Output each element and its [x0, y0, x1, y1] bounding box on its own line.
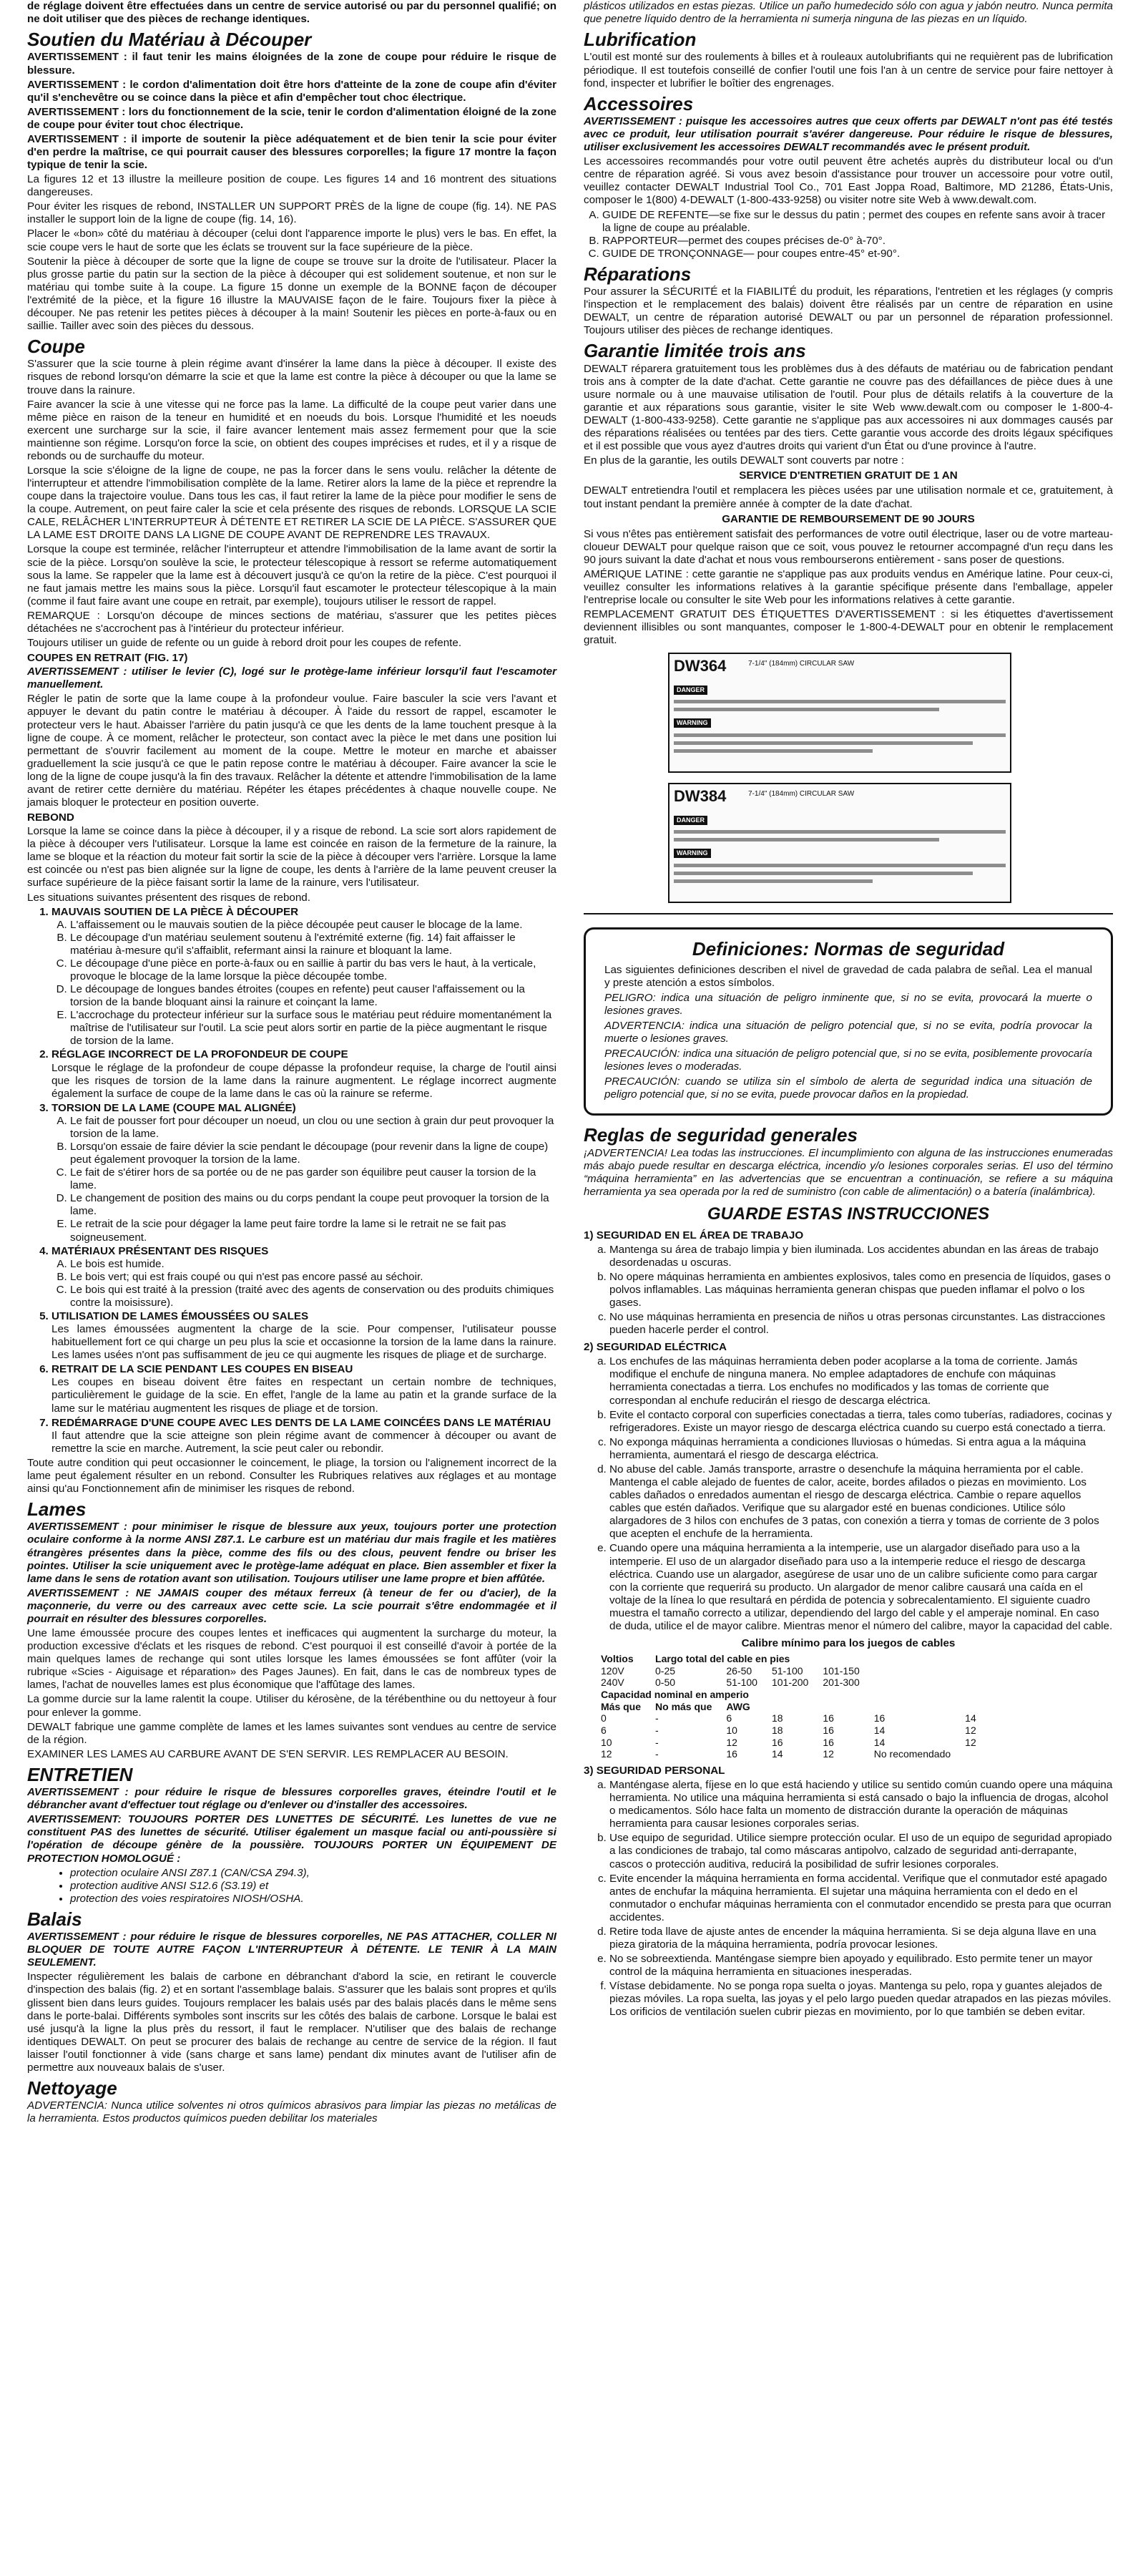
paragraph: Toute autre condition qui peut occasionner le coincement, le pliage, la torsion ou l'alignement incorrect de la lame peut également résulter en un rebond. Consulter les Rubriques relatives aux réglages et au montage ainsi qu'au Fonctionnement afin de minimiser les risques de rebond.	[27, 1456, 556, 1496]
protection-list	[27, 1867, 556, 1906]
table-cell: 101-200	[771, 1677, 809, 1689]
table-cell: 240V	[601, 1677, 624, 1689]
table-cell: 16	[726, 1748, 737, 1760]
kickback-item-text: Il faut attendre que la scie atteigne son plein régime avant de commencer à découper ou avant de remettre la scie en marche. Autrement, la scie peut caler ou rebondir.	[52, 1429, 556, 1455]
kickback-sublist	[52, 1115, 556, 1244]
kickback-item-title: TORSION DE LA LAME (COUPE MAL ALIGNÉE)	[52, 1101, 296, 1114]
list-item: a. Manténgase alerta, fíjese en lo que está haciendo y utilice su sentido común cuando opere una máquina herramienta. No utilice una máquina herramienta si está cansado o bajo la influencia de drogas, alcohol o medicamentos. Sólo hace falta un momento de distracción durante la operación de máquinas herramienta para causar lesiones corporales serias.	[609, 1779, 1113, 1830]
kickback-item-text: Lorsque le réglage de la profondeur de coupe dépasse la profondeur requise, la charge de l'outil ainsi que les risques de torsion de la lame dans la rainure augmentent. Le réglage incorrect augmente également la surface de coupe de la lame dans le cas où la rainure se referme.	[52, 1061, 556, 1100]
list-item: C. GUIDE DE TRONÇONNAGE— pour coupes entre-45° et-90°.	[602, 248, 1113, 260]
list-item: c. Evite encender la máquina herramienta en forma accidental. Verifique que el conmutador esté apagado antes de enchufar la máquina herramienta. El sujetar una máquina herramienta con el dedo en el conmutador o enchufar máquinas herramienta con el conmutador encendido se presta para que ocurran accidentes.	[609, 1873, 1113, 1924]
table-cell: 51-100	[771, 1664, 803, 1677]
list-item: C. Le découpage d'une pièce en porte-à-faux ou en saillie à partir du bas vers le haut, à la verticale, provoque le blocage de la lame lorsque la pièce découpée tombe.	[70, 957, 556, 983]
warning-paragraph: AVERTISSEMENT : NE JAMAIS couper des métaux ferreux (à teneur de fer ou d'acier), de la maçonnerie, du verre ou des carreaux avec cette scie. La scie pourrait s'être endommagée et il pourrait en résulter des blessures corporelles.	[27, 1586, 556, 1625]
table-cell: 10	[726, 1724, 737, 1736]
kickback-item-title: MATÉRIAUX PRÉSENTANT DES RISQUES	[52, 1244, 269, 1257]
table-row	[598, 1677, 988, 1689]
label-tag: DANGER	[674, 816, 707, 825]
paragraph: DEWALT réparera gratuitement tous les problèmes dus à des défauts de matériau ou de fabrication pendant trois ans à compter de la date d'achat. Cette garantie ne couvre pas des défaillances de pièce dues à une usure normale ou à une mauvaise utilisation de l'outil. Pour plus de détails relatifs à la couverture de la garantie et aux réparations sous garantie, visiter le site Web www.dewalt.com ou composer le 1-800-4-DEWALT (1-800-433-9258). Cette garantie ne s'applique pas aux accessoires ni aux dommages causés par des réparations réalisées ou tentées par des tiers. Cette garantie vous accorde des droits légaux spécifiques et il est possible que vous ayez d'autres droits qui varient d'un État ou d'une province à l'autre.	[584, 362, 1113, 453]
table-header: Voltios	[601, 1653, 634, 1665]
paragraph: EXAMINER LES LAMES AU CARBURE AVANT DE S'EN SERVIR. LES REMPLACER AU BESOIN.	[27, 1747, 509, 1760]
list-item: e. Cuando opere una máquina herramienta a la intemperie, use un alargador diseñado para uso a la intemperie. El uso de un alargador diseñado para uso a la intemperie reduce el riesgo de descarga eléctrica. Cuando use un alargador, asegúrese de usar uno de un calibre suficiente como para cargar con la corriente que requerirá su producto. Un alargador de menor calibre causará una caída en el voltaje de la línea lo que resultará en pérdida de potencia y sobrecalentamiento. El siguiente cuadro muestra el tamaño correcto a utilizar, dependiendo del largo del cable y el amperaje nominal. En caso de duda, utilice el de mayor calibre. Mientras menor el número del calibre, mayor la capacidad del cable.	[609, 1542, 1113, 1633]
paragraph: REMARQUE : Lorsqu'on découpe de minces sections de matériau, s'assurer que les petites pièces détachées ne s'accrochent pas à l'intérieur du protecteur inférieur.	[27, 609, 556, 635]
section-title-coupe: Coupe	[27, 336, 85, 358]
table-cell: -	[655, 1724, 659, 1736]
paragraph: Une lame émoussée procure des coupes lentes et inefficaces qui augmentent la surcharge du moteur, la production excessive d'éclats et les risques de rebond. C'est pourquoi il est conseillé d'avoir à portée de la main quelques lames de rechange qui sont utiles lorsque les lames émoussées se font affûter (voir la rubrique «Scies - Aiguisage et réparation» des Pages Jaunes). En fait, dans le cas de nombreux types de lames, l'achat de nouvelles lames est plus économique que l'affûtage des lames.	[27, 1627, 556, 1692]
right-column	[584, 0, 1113, 2020]
warning-paragraph: ADVERTENCIA: Nunca utilice solventes ni otros químicos abrasivos para limpiar las piezas no metálicas de la herramienta. Estos productos químicos pueden debilitar los materiales	[27, 2099, 556, 2125]
table-cell: 16	[823, 1712, 834, 1724]
table-cell: 14	[873, 1724, 886, 1736]
table-cell: 12	[726, 1736, 737, 1748]
table-cell: 18	[771, 1712, 783, 1724]
section-title-lames: Lames	[27, 1498, 87, 1521]
paragraph: Lorsque la lame se coince dans la pièce à découper, il y a risque de rebond. La scie sort alors rapidement de la pièce à découper vers l'utilisateur. Lorsque la lame est coincée en raison de la fermeture de la rainure, la lame se bloque et la réaction du moteur fait sortir la scie de la pièce à découper vers l'arrière. Lorsque la lame est coincée ou n'est pas bien alignée sur la ligne de coupe, les dents à l'arrière de la lame peuvent creuser la surface supérieure de la pièce faisant sortir la lame de la rainure, vers l'utilisateur.	[27, 825, 556, 889]
table-cell: 16	[823, 1736, 834, 1748]
table-cell: 0-25	[655, 1664, 676, 1677]
kickback-item	[52, 1363, 556, 1415]
paragraph: Les accessoires recommandés pour votre outil peuvent être achetés auprès du distributeur local ou d'un centre de réparation agréé. Si vous avez besoin d'assistance pour trouver un accessoire pour votre outil, veuillez contacter DEWALT Industrial Tool Co., 701 East Joppa Road, Baltimore, MD 21286, États-Unis, composer le 1(800) 4-DEWALT (1-800-433-9258) ou visiter notre site Web à www.dewalt.com.	[584, 155, 1113, 207]
table-cell: 0	[601, 1712, 607, 1724]
paragraph: Soutenir la pièce à découper de sorte que la ligne de coupe se trouve sur la droite de l'utilisateur. Placer la plus grosse partie du patin sur la section de la pièce à découper qui est solidement soutenue, et non sur le matériau qui tombe suite à la coupe. La figure 15 donne un exemple de la BONNE façon de découper l'extrémité de la pièce, et la figure 16 illustre la MAUVAISE façon de le faire. Toujours fixer la pièce à découper. Ne pas retenir les petites pièces à découper à la main! Soutenir les pièces en porte-à-faux ou en saillie. Tailler avec soin des pièces du dessous.	[27, 255, 556, 333]
keep-instructions-title: GUARDE ESTAS INSTRUCCIONES	[707, 1204, 990, 1224]
label-subtitle: 7-1/4" (184mm) CIRCULAR SAW	[748, 790, 855, 799]
section-title-accessoires: Accessoires	[584, 92, 694, 114]
table-header: Capacidad nominal en amperio	[601, 1689, 749, 1701]
section-heading: 3) SEGURIDAD PERSONAL	[584, 1764, 725, 1777]
section-title-reglas: Reglas de seguridad generales	[584, 1124, 858, 1146]
paragraph: REMPLACEMENT GRATUIT DES ÉTIQUETTES D'AVERTISSEMENT : si les étiquettes d'avertissement deviennent illisibles ou sont manquantes, composer le 1-800-4-DEWALT pour en obtenir le remplacement gratuit.	[584, 608, 1113, 647]
table-cell: 16	[873, 1712, 886, 1724]
list-item: A. L'affaissement ou le mauvais soutien de la pièce découpée peut causer le blocage de la lame.	[70, 919, 556, 932]
table-cell: -	[655, 1748, 659, 1760]
table-row	[598, 1665, 988, 1677]
warning-paragraph: AVERTISSEMENT : il importe de soutenir la pièce adéquatement et de bien tenir la scie pour éviter d'en perdre la maîtrise, ce qui pourrait causer des blessures corporelles; la figure 17 montre la façon typique de tenir la scie.	[27, 132, 556, 172]
paragraph: Las siguientes definiciones describen el nivel de gravedad de cada palabra de señal. Lea el manual y preste atención a estos símbolos.	[604, 963, 1092, 989]
section-heading: 2) SEGURIDAD ELÉCTRICA	[584, 1341, 727, 1354]
table-cell: 16	[771, 1736, 783, 1748]
list-item: C. Le fait de s'étirer hors de sa portée ou de ne pas garder son équilibre peut causer la torsion de la lame.	[70, 1166, 556, 1192]
accessory-list	[584, 209, 1113, 260]
kickback-item	[52, 1417, 556, 1455]
paragraph: Lorsque la scie s'éloigne de la ligne de coupe, ne pas la forcer dans le sens voulu. relâcher la détente de l'interrupteur et attendre l'immobilisation complète de la lame. Retirer alors la lame de la pièce et reprendre la coupe dans la trajectoire voulue. Dans tous les cas, il faut retirer la lame de la pièce pour modifier le sens de la coupe. Autrement, on peut faire caler la scie et cela présente des risques de rebonds. LORSQUE LA SCIE CALE, RELÂCHER L'INTERRUPTEUR À DÉTENTE ET RETIRER LA SCIE DE LA PIÈCE. S'ASSURER QUE LA LAME EST DROITE DANS LA LIGNE DE COUPE AVANT DE REPRENDRE LES TRAVAUX.	[27, 464, 556, 542]
kickback-item	[52, 1310, 556, 1362]
kickback-list	[27, 906, 556, 1455]
paragraph: DEWALT entretiendra l'outil et remplacera les pièces usées par une utilisation normale et ce, gratuitement, à tout instant pendant la première année à compter de la date d'achat.	[584, 484, 1113, 510]
list-item: d. Retire toda llave de ajuste antes de encender la máquina herramienta. Si se deja alguna llave en una pieza giratoria de la máquina herramienta, podría provocar lesiones.	[609, 1926, 1113, 1951]
table-row	[598, 1712, 988, 1724]
definitions-box	[584, 927, 1113, 1116]
list-item: b. Evite el contacto corporal con superficies conectadas a tierra, tales como tuberías, radiadores, cocinas y refrigeradores. Existe un mayor riesgo de descarga eléctrica cuando su cuerpo está conectado a tierra.	[609, 1409, 1113, 1435]
table-cell: 101-150	[823, 1664, 860, 1677]
service-title: SERVICE D'ENTRETIEN GRATUIT DE 1 AN	[739, 469, 958, 482]
table-header: Más que	[601, 1700, 642, 1712]
kickback-item-title: MAUVAIS SOUTIEN DE LA PIÈCE À DÉCOUPER	[52, 905, 299, 918]
list-item: a. Los enchufes de las máquinas herramienta deben poder acoplarse a la toma de corriente. Jamás modifique el enchufe de ninguna manera. No emplee adaptadores de enchufe con máquinas herramienta conectadas a tierra. Los enchufes no modificados y las tomas de corriente que correspondan al enchufe reducirán el riesgo de descarga eléctrica.	[609, 1355, 1113, 1407]
kickback-item-title: UTILISATION DE LAMES ÉMOUSSÉES OU SALES	[52, 1310, 309, 1323]
list-item: A. GUIDE DE REFENTE—se fixe sur le dessus du patin ; permet des coupes en refente sans avoir à tracer la ligne de coupe au préalable.	[602, 209, 1113, 235]
table-cell: 12	[965, 1724, 976, 1736]
section-title-soutien: Soutien du Matériau à Découper	[27, 29, 312, 51]
cable-table	[598, 1653, 988, 1760]
label-tag: WARNING	[674, 718, 711, 728]
table-cell: 201-300	[823, 1677, 860, 1689]
warning-paragraph: ¡ADVERTENCIA! Lea todas las instrucciones. El incumplimiento con alguna de las instrucciones enumeradas más abajo puede resultar en descarga eléctrica, incendio y/o lesiones corporales serias. El uso del término “máquina herramienta” en las advertencias que se encuentran a continuación, se refiere a su máquina herramienta ya sea operada por la red de suministro (con cable de alimentación) o a batería (inalámbrica).	[584, 1146, 1113, 1198]
table-cell: No recomendado	[873, 1748, 951, 1760]
paragraph: La figures 12 et 13 illustre la meilleure position de coupe. Les figures 14 and 16 montrent des situations dangereuses.	[27, 173, 556, 199]
warning-paragraph: AVERTISSEMENT : il faut tenir les mains éloignées de la zone de coupe pour réduire le risque de blessure.	[27, 51, 556, 77]
paragraph: La gomme durcie sur la lame ralentit la coupe. Utiliser du kérosène, de la térébenthine ou du nettoyeur à four pour enlever la gomme.	[27, 1693, 556, 1719]
list-item: • protection des voies respiratoires NIOSH/OSHA.	[70, 1893, 556, 1906]
table-cell: -	[655, 1712, 659, 1724]
definitions-title: Definiciones: Normas de seguridad	[692, 938, 1005, 960]
warning-paragraph: AVERTISSEMENT : pour réduire le risque de blessures corporelles graves, éteindre l'outil et le débrancher avant d'effectuer tout réglage ou d'enlever ou d'installer des accessoires.	[27, 1786, 556, 1812]
warning-paragraph: AVERTISSEMENT: TOUJOURS PORTER DES LUNETTES DE SÉCURITÉ. Les lunettes de vue ne constituent PAS des lunettes de sécurité. Utiliser également un masque facial ou anti-poussière si l'opération de découpe génère de la poussière. TOUJOURS PORTER UN ÉQUIPEMENT DE PROTECTION HOMOLOGUÉ :	[27, 1813, 556, 1865]
table-row	[598, 1748, 988, 1760]
kickback-item-title: REDÉMARRAGE D'UNE COUPE AVEC LES DENTS DE LA LAME COINCÉES DANS LE MATÉRIAU	[52, 1416, 551, 1429]
paragraph: S'assurer que la scie tourne à plein régime avant d'insérer la lame dans la pièce à découper. Il existe des risques de rebond lorsqu'on démarre la scie et que la lame est contre la pièce à découper ou que la lame se trouve dans la rainure.	[27, 358, 556, 396]
warning-paragraph: AVERTISSEMENT : puisque les accessoires autres que ceux offerts par DEWALT n'ont pas été testés avec ce produit, leur utilisation pourrait s'avérer dangereuse. Pour réduire le risque de blessures, utiliser exclusivement les accessoires DEWALT recommandés avec le présent produit.	[584, 114, 1113, 154]
warning-paragraph: AVERTISSEMENT : pour minimiser le risque de blessure aux yeux, toujours porter une protection oculaire conforme à la norme ANSI Z87.1. Le carbure est un matériau dur mais fragile et les matières étrangères présentes dans la pièce, comme des fils ou des clous, peuvent fendre ou briser les pointes. Utiliser la scie uniquement avec le protège-lame adéquat en place. Bien assembler et fixer la lame dans le sens de rotation avant son utilisation. Toujours utiliser une lame propre et bien affûtée.	[27, 1521, 556, 1585]
paragraph: DEWALT fabrique une gamme complète de lames et les lames suivantes sont vendues au centre de service de la région.	[27, 1720, 556, 1746]
section-title-lubrification: Lubrification	[584, 29, 697, 51]
kickback-item	[52, 906, 556, 1048]
list-item: D. Le découpage de longues bandes étroites (coupes en refente) peut causer l'affaissement ou la torsion de la bande bloquant ainsi la rainure et coinçant la lame.	[70, 983, 556, 1009]
table-cell: 18	[771, 1724, 783, 1736]
subsection-title-rebond: REBOND	[27, 811, 74, 824]
section-title-balais: Balais	[27, 1908, 82, 1930]
warning-paragraph: AVERTISSEMENT : pour réduire le risque de blessures corporelles, NE PAS ATTACHER, COLLER NI BLOQUER DE TOUTE AUTRE FAÇON L'INTERRUPTEUR À DÉTENTE. LE TENIR À LA MAIN SEULEMENT.	[27, 1931, 556, 1969]
table-cell: 6	[726, 1712, 732, 1724]
kickback-sublist	[52, 919, 556, 1048]
paragraph: Faire avancer la scie à une vitesse qui ne force pas la lame. La difficulté de la coupe peut varier dans une même pièce en raison de la teneur en humidité et en noeuds du bois. Lorsque l'humidité et les noeuds exercent une surcharge sur la scie, il faire avancer lentement mais assez fermement pour que la scie maintienne son régime. Lorsqu'on force la scie, on obtient des coupes imprécises et rudes, et il y a risque de rebonds ou de surchauffe du moteur.	[27, 398, 556, 462]
list-item: B. Lorsqu'on essaie de faire dévier la scie pendant le découpage (pour revenir dans la ligne de coupe) peut également provoquer la torsion de la lame.	[70, 1141, 556, 1166]
section-title-garantie: Garantie limitée trois ans	[584, 340, 806, 362]
table-header: Largo total del cable en pies	[655, 1653, 790, 1665]
definition-precaucion-2: PRECAUCIÓN: cuando se utiliza sin el símbolo de alerta de seguridad indica una situación de peligro potencial que, si no se evita, puede provocar daños en la propiedad.	[604, 1075, 1092, 1101]
list-item: b. No opere máquinas herramienta en ambientes explosivos, tales como en presencia de líquidos, gases o polvos inflamables. Las máquinas herramienta generan chispas que pueden inflamar el polvo o los gases.	[609, 1271, 1113, 1309]
kickback-item-text: Les coupes en biseau doivent être faites en respectant un certain nombre de techniques, particulièrement le guidage de la scie. En effet, l'angle de la lame au patin et la grande surface de la lame sur le matériau augmentent les risques de pliage et de torsion.	[52, 1376, 556, 1415]
section-heading: 1) SEGURIDAD EN EL ÁREA DE TRABAJO	[584, 1229, 804, 1241]
paragraph: Placer le «bon» côté du matériau à découper (celui dont l'apparence importe le plus) vers le bas. En effet, la scie coupe vers le haut de sorte que les éclats se trouvent sur la face supérieure de la pièce.	[27, 228, 556, 253]
paragraph: Toujours utiliser un guide de refente ou un guide à rebord droit pour les coupes de refente.	[27, 637, 462, 650]
table-header: AWG	[726, 1700, 750, 1712]
section-title-entretien: ENTRETIEN	[27, 1763, 133, 1785]
paragraph: Régler le patin de sorte que la lame coupe à la profondeur voulue. Faire basculer la scie vers l'avant et appuyer le devant du patin contre le matériau à découper. À l'aide du ressort de rappel, escamoter le protecteur vers le haut. Abaisser l'arrière du patin jusqu'à ce que les dents de la lame touchent presque à la ligne de coupe. À ce moment, relâcher le protecteur, son contact avec la pièce le met dans une position lui permettant de s'ouvrir facilement au moment de la coupe. Mettre le moteur en marche et abaisser graduellement la scie jusqu'à ce que le patin repose contre le matériau à découper. Faire avancer la scie le long de la ligne de coupe jusqu'à la fin des travaux. Relâcher la détente et attendre l'immobilisation de la lame avant de retirer cette dernière du matériau. Répéter les étapes précédentes à chaque nouvelle coupe. Ne jamais bloquer le protecteur en position ouverte.	[27, 693, 556, 809]
list-item: • protection oculaire ANSI Z87.1 (CAN/CSA Z94.3),	[70, 1867, 556, 1880]
definition-peligro: PELIGRO: indica una situación de peligro inminente que, si no se evita, provocará la muerte o lesiones graves.	[604, 991, 1092, 1017]
personal-safety-list	[584, 1779, 1113, 2019]
paragraph: Les situations suivantes présentent des risques de rebond.	[27, 891, 310, 904]
paragraph: Pour éviter les risques de rebond, INSTALLER UN SUPPORT PRÈS de la ligne de coupe (fig. 14). NE PAS installer le support loin de la ligne de coupe (fig. 14, 16).	[27, 200, 556, 226]
label-tag: DANGER	[674, 686, 707, 695]
list-item: a. Mantenga su área de trabajo limpia y bien iluminada. Los accidentes abundan en las áreas de trabajo desordenadas u oscuras.	[609, 1244, 1113, 1269]
warning-labels	[668, 653, 1011, 903]
table-cell: 16	[823, 1724, 834, 1736]
table-cell	[962, 1748, 988, 1760]
list-item: d. No abuse del cable. Jamás transporte, arrastre o desenchufe la máquina herramienta por el cable. Mantenga el cable alejado de fuentes de calor, aceite, bordes afilados o piezas en movimiento. Los cables dañados o enredados aumentan el riesgo de descarga eléctrica. Cambie o repare aquellos cables que estén dañados. Verifique que su alargador esté en buenas condiciones. Utilice sólo alargadores de 3 hilos con enchufes de 3 patas, con conexión a tierra y tomas de corriente de 3 polos que acepten el enchufe de la herramienta.	[609, 1463, 1113, 1541]
section-title-nettoyage: Nettoyage	[27, 2077, 117, 2099]
kickback-item	[52, 1048, 556, 1100]
list-item: • protection auditive ANSI S12.6 (S3.19) et	[70, 1880, 556, 1893]
label-text-lines	[674, 683, 1006, 767]
label-subtitle: 7-1/4" (184mm) CIRCULAR SAW	[748, 660, 855, 668]
paragraph: Lorsque la coupe est terminée, relâcher l'interrupteur et attendre l'immobilisation de la lame avant de sortir la scie de la pièce. Lorsqu'on soulève la scie, le protecteur télescopique à ressort se referme automatiquement sous la lame. Se rappeler que la lame est à découvert jusqu'à ce qu'on la retire de la pièce. C'est pourquoi il ne faut jamais mettre les mains sous la pièce. Lorsqu'il faut escamoter le protecteur télescopique à la main (comme il faut faire avant une coupe en retrait, par exemple), toujours utiliser le ressort de rappel.	[27, 543, 556, 608]
work-area-list	[584, 1244, 1113, 1337]
list-item: c. No use máquinas herramienta en presencia de niños u otras personas circunstantes. Las distracciones pueden hacerle perder el control.	[609, 1311, 1113, 1337]
list-item: E. L'accrochage du protecteur inférieur sur la surface sous le matériau peut réduire momentanément la maîtrise de l'utilisateur sur l'outil. La scie peut alors sortir en partie de la pièce augmentant le risque de torsion de la lame.	[70, 1009, 556, 1048]
kickback-item-title: RETRAIT DE LA SCIE PENDANT LES COUPES EN BISEAU	[52, 1363, 353, 1376]
label-tag: WARNING	[674, 849, 711, 858]
list-item: f. Vístase debidamente. No se ponga ropa suelta o joyas. Mantenga su pelo, ropa y guantes alejados de piezas móviles. La ropa suelta, las joyas y el pelo largo pueden quedar atrapados en las piezas móviles. Los orificios de ventilación suelen cubrir piezas en movimiento, por lo que también se deben evitar.	[609, 1980, 1113, 2019]
warning-paragraph: AVERTISSEMENT : le cordon d'alimentation doit être hors d'atteinte de la zone de coupe afin d'éviter qu'il s'enchevêtre ou se coince dans la pièce et afin d'empêcher tout choc électrique.	[27, 78, 556, 104]
paragraph: L'outil est monté sur des roulements à billes et à rouleaux autolubrifiants qui ne requièrent pas de lubrification périodique. Il est toutefois conseillé de confier l'outil une fois l'an à un centre de service pour faire nettoyer à fond, inspecter et lubrifier le boîtier des engrenages.	[584, 51, 1113, 89]
table-cell: 0-50	[655, 1677, 676, 1689]
table-cell: 12	[965, 1736, 976, 1748]
list-item: b. Use equipo de seguridad. Utilice siempre protección ocular. El uso de un equipo de seguridad apropiado a las condiciones de trabajo, tal como máscaras antipolvo, calzado de seguridad anti-derrapante, cascos o protección auditiva, reducirá la posibilidad de sufrir lesiones corporales.	[609, 1832, 1113, 1870]
table-cell: 12	[823, 1748, 834, 1760]
table-header: No más que	[655, 1700, 712, 1712]
list-item: A. Le fait de pousser fort pour découper un noeud, un clou ou une section à grain dur peut provoquer la torsion de la lame.	[70, 1115, 556, 1141]
definition-advertencia: ADVERTENCIA: indica una situación de peligro potencial que, si no se evita, podría provocar la muerte o lesiones graves.	[604, 1020, 1092, 1045]
label-text-lines	[674, 813, 1006, 897]
label-model: DW364	[674, 657, 727, 675]
list-item: D. Le changement de position des mains ou du corps pendant la coupe peut provoquer la torsion de la lame.	[70, 1192, 556, 1218]
intro-text: de réglage doivent être effectuées dans un centre de service autorisé ou par du personnel qualifié; on ne doit utiliser que des pièces de rechange identiques.	[27, 0, 556, 26]
table-cell: 12	[601, 1748, 612, 1760]
table-cell: 6	[601, 1724, 607, 1736]
definition-precaucion: PRECAUCIÓN: indica una situación de peligro potencial que, si no se evita, posiblemente provocaría lesiones leves o moderadas.	[604, 1048, 1092, 1073]
electrical-list	[584, 1355, 1113, 1633]
table-cell: 26-50	[726, 1664, 752, 1677]
divider	[584, 913, 1113, 914]
kickback-item-text: Les lames émoussées augmentent la charge de la scie. Pour compenser, l'utilisateur pousse habituellement fort ce qui charge un peu plus la scie et occasionne la torsion de la lame dans la rainure. Les lames usées n'ont pas suffisamment de jeu ce qui augmente les risques de pliage et de surcharge.	[52, 1323, 556, 1362]
kickback-item	[52, 1102, 556, 1244]
kickback-sublist	[52, 1258, 556, 1309]
paragraph: Si vous n'êtes pas entièrement satisfait des performances de votre outil électrique, laser ou de votre marteau-cloueur DEWALT pour quelque raison que ce soit, vous pouvez le retourner accompagné d'un reçu dans les 90 jours suivant la date d'achat et nous vous rembourserons entièrement - sans poser de questions.	[584, 527, 1113, 566]
paragraph: Inspecter régulièrement les balais de carbone en débranchant d'abord la scie, en retirant le couvercle d'inspection des balais (fig. 2) et en sortant l'assemblage balais. S'assurer que les balais sont propres et qu'ils glissent bien dans leurs guides. Toujours remplacer les balais usés par des balais placés dans le même sens dans le porte-balai. Différents symboles sont inscrits sur les côtés des balais de carbone. Lorsque le balai est usé jusqu'à la ligne la plus près du ressort, il faut le remplacer. N'utiliser que des balais de rechange identiques DEWALT. On peut se procurer des balais de rechange au centre de service de la région. Il faut laisser l'outil fonctionner à vide (sans charge et sans lame) pendant dix minutes avant de l'utiliser afin de permettre aux nouveaux balais de s'user.	[27, 1971, 556, 2074]
table-row	[598, 1724, 988, 1737]
list-item: B. Le découpage d'un matériau seulement soutenu à l'extrémité externe (fig. 14) fait affaisser le matériau à-mesure qu'il s'affaiblit, refermant ainsi la rainure et bloquant la lame.	[70, 932, 556, 957]
section-title-reparations: Réparations	[584, 263, 692, 285]
table-cell: 120V	[601, 1664, 624, 1677]
refund-title: GARANTIE DE REMBOURSEMENT DE 90 JOURS	[722, 512, 975, 525]
table-cell: 14	[965, 1712, 976, 1724]
table-cell: 14	[771, 1748, 783, 1760]
cable-table-title: Calibre mínimo para los juegos de cables	[741, 1636, 956, 1649]
warning-label-image	[668, 783, 1011, 903]
paragraph: AMÉRIQUE LATINE : cette garantie ne s'applique pas aux produits vendus en Amérique latine. Pour ceux-ci, veuillez consulter les informations relatives à la garantie spécifique présente dans l'emballage, appeler l'entreprise locale ou consulter le site Web pour les informations relatives à cette garantie.	[584, 567, 1113, 607]
list-item: B. Le bois vert; qui est frais coupé ou qui n'est pas encore passé au séchoir.	[70, 1271, 556, 1284]
table-row	[598, 1737, 988, 1749]
subsection-title-retrait: COUPES EN RETRAIT (FIG. 17)	[27, 652, 188, 665]
warning-label-image	[668, 653, 1011, 773]
paragraph: En plus de la garantie, les outils DEWALT sont couverts par notre :	[584, 454, 904, 467]
warning-paragraph: AVERTISSEMENT : utiliser le levier (C), logé sur le protège-lame inférieur lorsqu'il faut l'escamoter manuellement.	[27, 665, 556, 691]
list-item: B. RAPPORTEUR—permet des coupes précises de-0° à-70°.	[602, 235, 1113, 248]
kickback-item-title: RÉGLAGE INCORRECT DE LA PROFONDEUR DE COUPE	[52, 1048, 348, 1061]
list-item: E. Le retrait de la scie pour dégager la lame peut faire tordre la lame si le retrait ne se fait pas soigneusement.	[70, 1218, 556, 1244]
list-item: A. Le bois est humide.	[70, 1258, 556, 1271]
table-cell: 14	[873, 1736, 886, 1748]
list-item: C. Le bois qui est traité à la pression (traité avec des agents de conservation ou des produits chimiques contre la moisissure).	[70, 1284, 556, 1309]
paragraph: Pour assurer la SÉCURITÉ et la FIABILITÉ du produit, les réparations, l'entretien et les réglages (y compris l'inspection et le remplacement des balais) doivent être réalisés par un centre de réparation en usine DEWALT, un centre de réparation autorisé DEWALT ou par un personnel de réparation professionnel. Toujours utiliser des pièces de rechange identiques.	[584, 286, 1113, 337]
warning-paragraph: AVERTISSEMENT : lors du fonctionnement de la scie, tenir le cordon d'alimentation éloigné de la zone de coupe pour éviter tout choc électrique.	[27, 105, 556, 131]
table-cell: -	[655, 1736, 659, 1748]
kickback-item	[52, 1245, 556, 1309]
table-cell: 10	[601, 1736, 612, 1748]
list-item: c. No exponga máquinas herramienta a condiciones lluviosas o húmedas. Si entra agua a la máquina herramienta, aumentará el riesgo de descarga eléctrica.	[609, 1436, 1113, 1462]
table-cell: 51-100	[726, 1677, 757, 1689]
label-model: DW384	[674, 787, 727, 806]
list-item: e. No se sobreextienda. Manténgase siempre bien apoyado y equilibrado. Esto permite tener un mayor control de la máquina herramienta en situaciones inesperadas.	[609, 1953, 1113, 1979]
left-column	[27, 0, 556, 2127]
intro-text: plásticos utilizados en estas piezas. Utilice un paño humedecido sólo con agua y jabón neutro. Nunca permita que penetre líquido dentro de la herramienta ni sumerja ninguna de las piezas en un líquido.	[584, 0, 1113, 26]
